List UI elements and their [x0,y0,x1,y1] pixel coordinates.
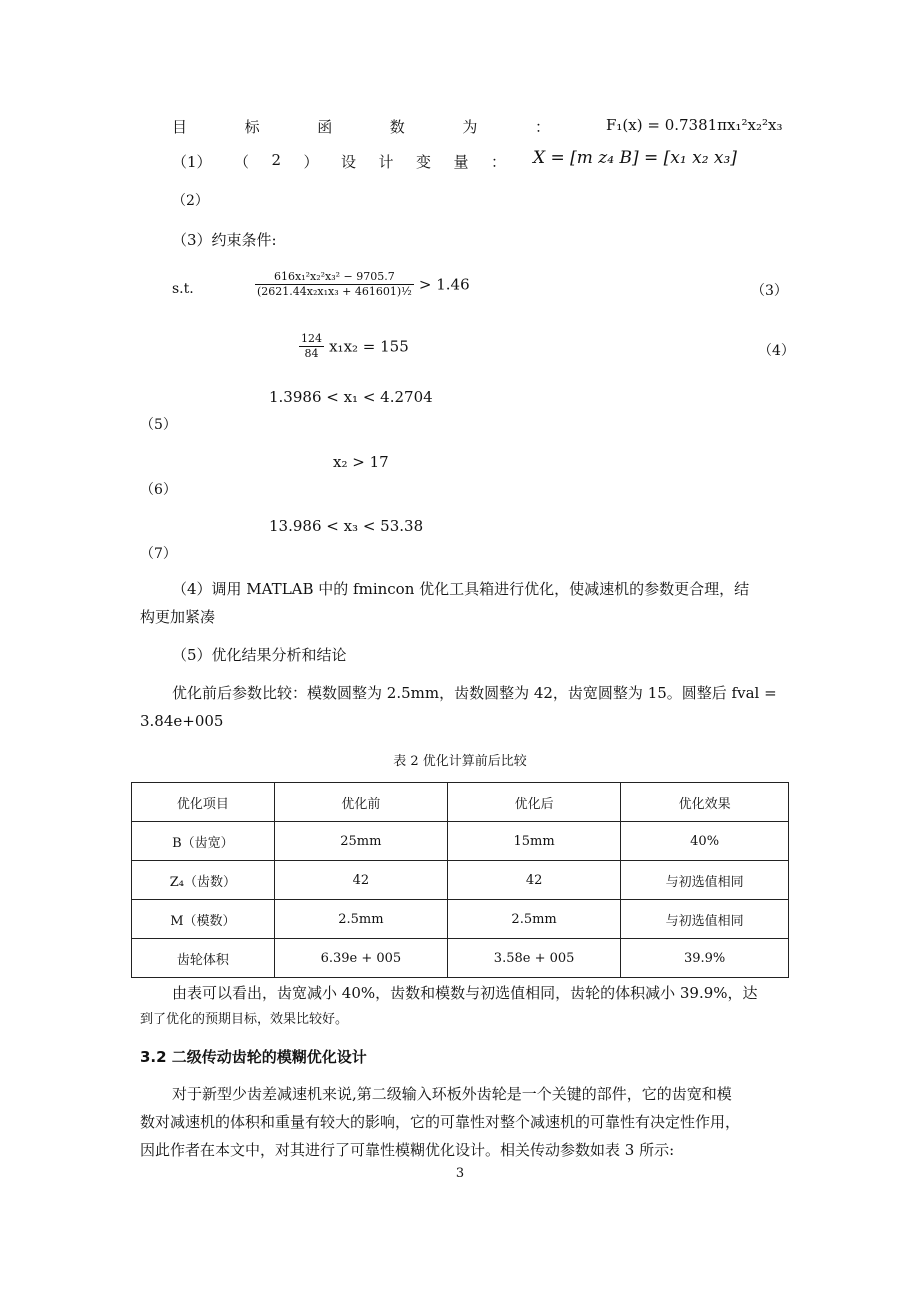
table-cell: Z₄（齿数） [132,861,275,900]
eq3-numerator: 616x₁²x₂²x₃² − 9705.7 [255,270,414,285]
st-label: s.t. [172,281,194,297]
table-cell: 与初选值相同 [621,861,789,900]
table-cell: 40% [621,822,789,861]
eq4-number: （4） [758,343,795,359]
table-cell: 与初选值相同 [621,900,789,939]
table-row [132,900,789,939]
constraints-title: （3）约束条件: [172,231,277,249]
eq7-formula: 13.986 < x₃ < 53.38 [269,517,424,535]
eq3-fraction [255,270,414,299]
eq3-denominator: (2621.44x₂x₁x₃ + 461601)¹⁄₂ [257,285,412,298]
eq7-number: （7） [140,546,177,562]
table-conclusion-line1: 由表可以看出，齿宽减小 40%，齿数和模数与初选值相同，齿轮的体积减小 39.9%，达 [172,984,758,1002]
eq4-fraction [299,332,324,361]
section-line3: 因此作者在本文中，对其进行了可靠性模糊优化设计。相关传动参数如表 3 所示: [140,1141,675,1159]
eq6-formula: x₂ > 17 [333,453,389,471]
table-cell: 2.5mm [447,900,620,939]
table-row [132,822,789,861]
eq3-formula [255,270,470,299]
compare-line2: 3.84e+005 [140,712,224,730]
comparison-table [131,782,789,978]
design-vars-formula: X = [m z₄ B] = [x₁ x₂ x₃] [533,148,737,168]
eq4-denominator: 84 [304,347,319,360]
table-cell: 15mm [447,822,620,861]
table-header-cell: 优化效果 [621,783,789,822]
step5-text: （5）优化结果分析和结论 [172,646,347,664]
table-cell: 42 [274,861,447,900]
design-vars-label: （1） （ 2 ） 设 计 变 量 ： [172,151,506,171]
eq2-number: （2） [172,193,209,209]
table-header-cell: 优化项目 [132,783,275,822]
table-cell: M（模数） [132,900,275,939]
eq4-rhs: x₁x₂ = 155 [329,337,409,356]
table-caption: 表 2 优化计算前后比较 [393,754,527,769]
table-cell: 39.9% [621,939,789,978]
page-number: 3 [455,1166,465,1181]
table-cell: B（齿宽） [132,822,275,861]
table-row [132,939,789,978]
table-cell: 齿轮体积 [132,939,275,978]
eq5-formula: 1.3986 < x₁ < 4.2704 [269,388,433,406]
eq5-number: （5） [140,417,177,433]
table-cell: 2.5mm [274,900,447,939]
table-cell: 42 [447,861,620,900]
table-header-row [132,783,789,822]
table-cell: 25mm [274,822,447,861]
section-line2: 数对减速机的体积和重量有较大的影响，它的可靠性对整个减速机的可靠性有决定性作用， [140,1113,741,1131]
eq3-rhs: > 1.46 [418,275,470,294]
table-header-cell: 优化后 [447,783,620,822]
table-cell: 3.58e + 005 [447,939,620,978]
eq3-number: （3） [751,283,788,299]
table-conclusion-line2: 到了优化的预期目标，效果比较好。 [140,1012,349,1027]
compare-line1: 优化前后参数比较：模数圆整为 2.5mm，齿数圆整为 42，齿宽圆整为 15。圆整后 fval = [172,684,777,702]
objective-formula: F₁(x) = 0.7381πx₁²x₂²x₃ [606,116,783,134]
eq4-numerator: 124 [301,332,322,345]
table-row [132,861,789,900]
section-heading: 3.2 二级传动齿轮的模糊优化设计 [140,1048,367,1066]
eq6-number: （6） [140,482,177,498]
table-header-cell: 优化前 [274,783,447,822]
step4-line1: （4）调用 MATLAB 中的 fmincon 优化工具箱进行优化，使减速机的参数更合理，结 [172,580,750,598]
step4-line2: 构更加紧凑 [140,608,216,626]
eq4-formula [299,332,409,361]
objective-label: 目 标 函 数 为 ： [172,118,550,136]
table-cell: 6.39e + 005 [274,939,447,978]
section-line1: 对于新型少齿差减速机来说,第二级输入环板外齿轮是一个关键的部件，它的齿宽和模 [172,1085,732,1103]
